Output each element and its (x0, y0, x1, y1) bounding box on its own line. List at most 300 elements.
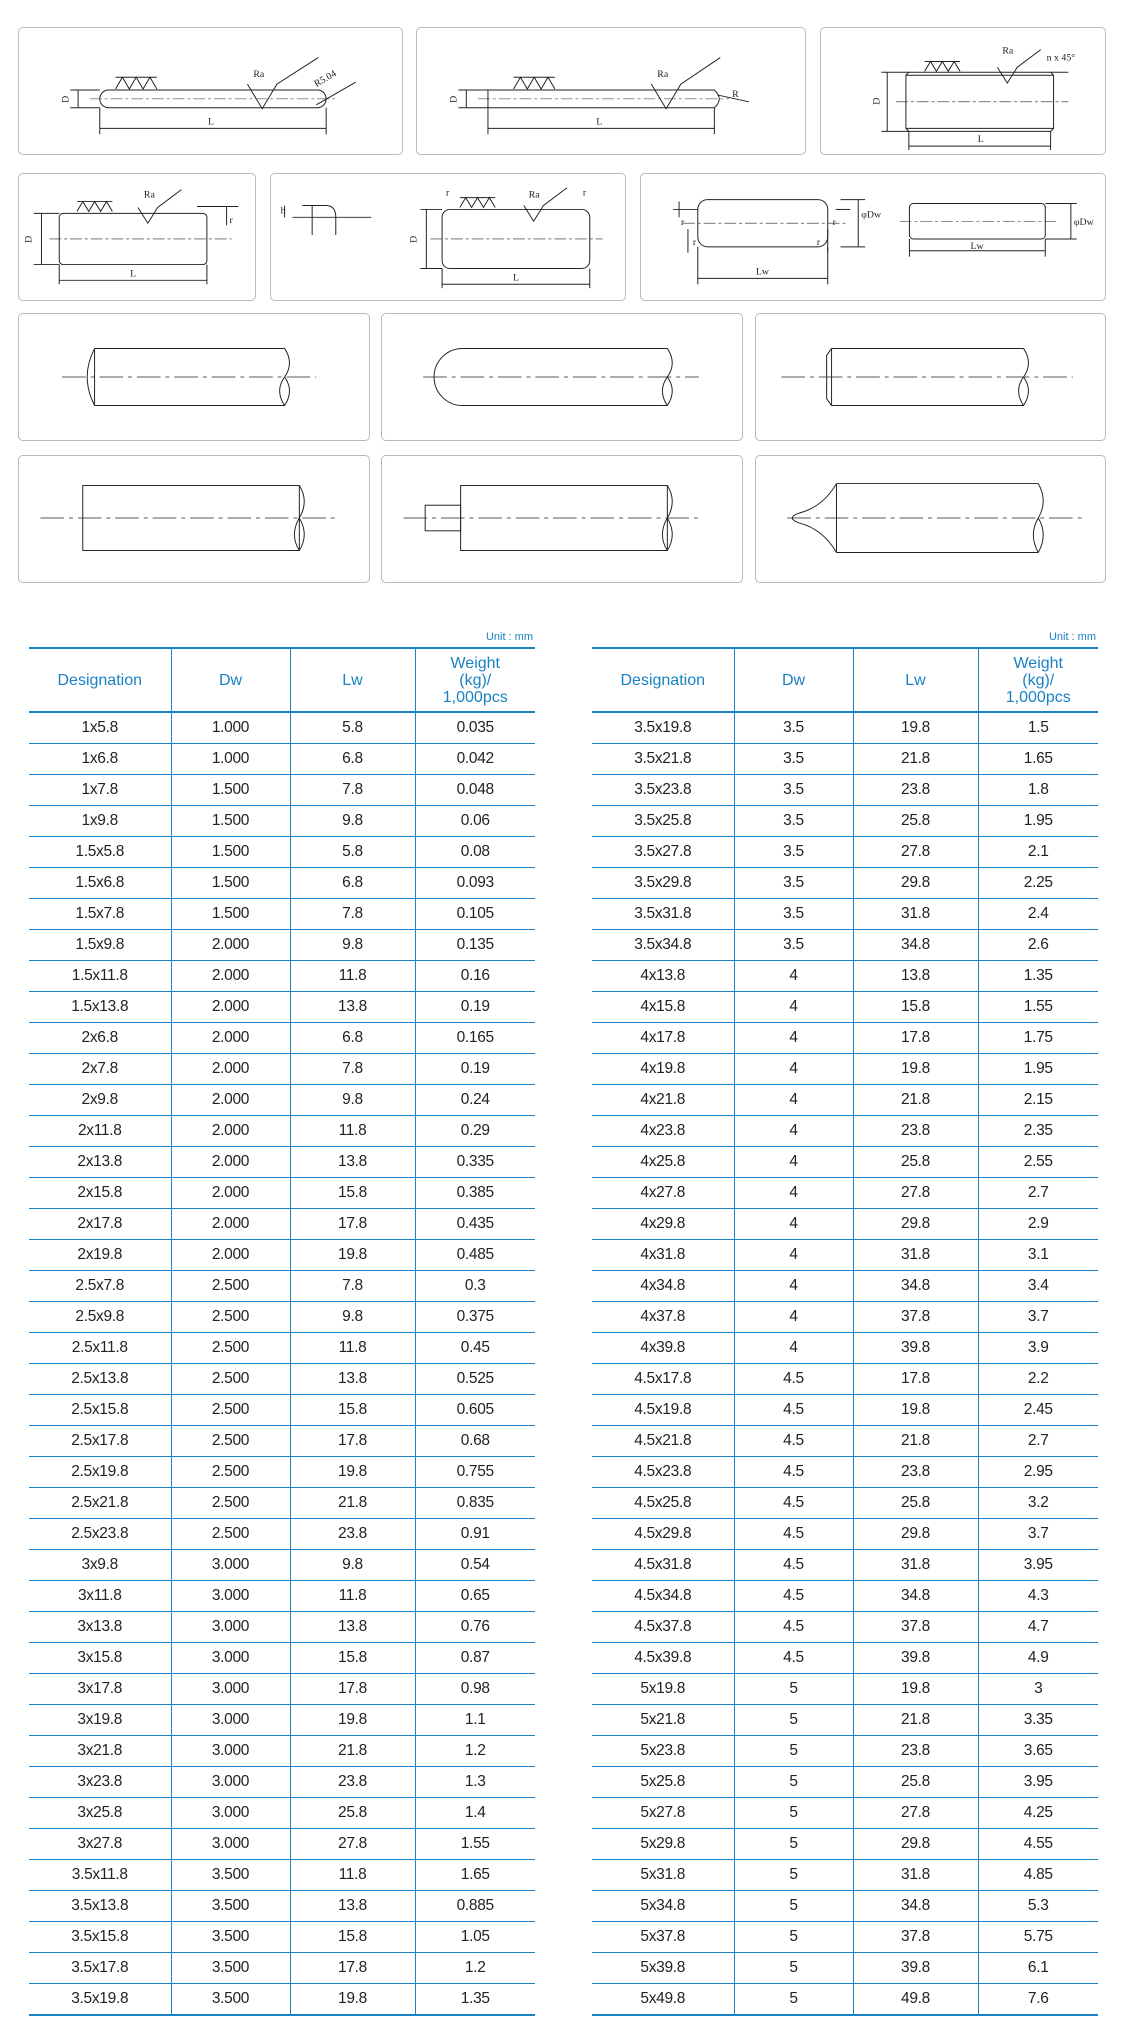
table-header (592, 648, 1098, 712)
table-row (29, 1736, 535, 1767)
cell-lw: 21.8 (853, 744, 978, 775)
cell-designation: 2.5x19.8 (71, 1463, 129, 1480)
cell-weight: 4.9 (978, 1643, 1098, 1674)
cell-lw: 9.8 (290, 806, 415, 837)
cell-lw: 13.8 (290, 992, 415, 1023)
cell-dw: 3.5 (734, 868, 853, 899)
cell-weight: 0.24 (415, 1085, 535, 1116)
cell-designation: 3x11.8 (77, 1587, 122, 1604)
r-label: r (582, 187, 587, 199)
cell-dw: 2.000 (171, 1240, 290, 1271)
cell-weight: 1.4 (415, 1798, 535, 1829)
table-row (592, 1798, 1098, 1829)
cell-dw: 3.500 (171, 1891, 290, 1922)
cell-weight: 0.755 (415, 1457, 535, 1488)
cell-dw: 4.5 (734, 1426, 853, 1457)
cell-designation: 2x15.8 (77, 1184, 123, 1201)
cell-dw: 4 (734, 1333, 853, 1364)
cell-dw: 2.000 (171, 961, 290, 992)
cell-designation: 1.5x13.8 (71, 998, 129, 1015)
table-row (592, 806, 1098, 837)
cell-dw: 2.000 (171, 1147, 290, 1178)
cell-dw: 2.500 (171, 1302, 290, 1333)
r-label: r (832, 217, 836, 229)
cell-designation: 5x49.8 (640, 1990, 686, 2007)
cell-designation: 3.5x19.8 (634, 719, 692, 736)
table-row (592, 1178, 1098, 1209)
cell-weight: 2.1 (978, 837, 1098, 868)
col-designation: Designation (620, 671, 705, 689)
cell-dw: 2.500 (171, 1271, 290, 1302)
table-body (29, 712, 535, 2015)
cell-dw: 4 (734, 1147, 853, 1178)
cell-designation: 3.5x17.8 (71, 1959, 129, 1976)
cell-lw: 7.8 (290, 1271, 415, 1302)
table-row (29, 1426, 535, 1457)
cell-dw: 2.500 (171, 1426, 290, 1457)
cell-designation: 3x17.8 (77, 1680, 123, 1697)
cell-designation: 2x7.8 (81, 1060, 118, 1077)
cell-weight: 2.2 (978, 1364, 1098, 1395)
table-row (29, 992, 535, 1023)
cell-weight: 4.7 (978, 1612, 1098, 1643)
col-designation: Designation (57, 671, 142, 689)
cell-weight: 1.65 (978, 744, 1098, 775)
cell-lw: 23.8 (290, 1519, 415, 1550)
table-row (592, 992, 1098, 1023)
cell-designation: 2.5x17.8 (71, 1432, 129, 1449)
table-row (29, 1860, 535, 1891)
unit-label: Unit : mm (485, 631, 533, 643)
cell-dw: 2.500 (171, 1395, 290, 1426)
cell-lw: 27.8 (853, 1798, 978, 1829)
table-row (592, 961, 1098, 992)
cell-weight: 0.29 (415, 1116, 535, 1147)
cell-designation: 1x9.8 (81, 812, 118, 829)
cell-lw: 37.8 (853, 1612, 978, 1643)
cell-designation: 4.5x31.8 (634, 1556, 692, 1573)
cell-dw: 3.5 (734, 837, 853, 868)
cell-designation: 4.5x19.8 (634, 1401, 692, 1418)
cell-designation: 1.5x9.8 (75, 936, 125, 953)
cell-lw: 25.8 (290, 1798, 415, 1829)
cell-designation: 3.5x34.8 (634, 936, 692, 953)
cell-designation: 2x13.8 (77, 1153, 123, 1170)
cell-weight: 2.95 (978, 1457, 1098, 1488)
cell-lw: 19.8 (290, 1457, 415, 1488)
diagram-pin-rounded-ends (18, 27, 403, 155)
cell-dw: 5 (734, 1736, 853, 1767)
cell-weight: 0.525 (415, 1364, 535, 1395)
diagram-pin-spherical-end (18, 313, 370, 441)
cell-lw: 7.8 (290, 1054, 415, 1085)
cell-designation: 4x23.8 (640, 1122, 686, 1139)
cell-lw: 13.8 (290, 1147, 415, 1178)
cell-lw: 37.8 (853, 1922, 978, 1953)
ra-label: Ra (657, 69, 669, 81)
chamfer-label: n x 45° (1046, 52, 1076, 64)
cell-lw: 21.8 (853, 1085, 978, 1116)
cell-weight: 3.65 (978, 1736, 1098, 1767)
cell-lw: 19.8 (853, 1674, 978, 1705)
cell-designation: 4x25.8 (640, 1153, 686, 1170)
diagram-roller-dimensions (640, 173, 1106, 301)
radius-label: R5.04 (312, 68, 339, 90)
cell-designation: 1x5.8 (81, 719, 118, 736)
cell-weight: 6.1 (978, 1953, 1098, 1984)
cell-dw: 4 (734, 1085, 853, 1116)
cell-designation: 1x6.8 (81, 750, 118, 767)
cell-lw: 34.8 (853, 930, 978, 961)
cell-designation: 4x29.8 (640, 1215, 686, 1232)
cell-dw: 2.500 (171, 1333, 290, 1364)
h-label: h (280, 205, 286, 217)
cell-lw: 17.8 (853, 1023, 978, 1054)
cell-designation: 2x19.8 (77, 1246, 123, 1263)
cell-weight: 3.35 (978, 1705, 1098, 1736)
cell-weight: 0.54 (415, 1550, 535, 1581)
table-row (592, 1426, 1098, 1457)
cell-dw: 3.500 (171, 1860, 290, 1891)
cell-dw: 2.000 (171, 992, 290, 1023)
cell-weight: 2.7 (978, 1178, 1098, 1209)
col-dw: Dw (171, 648, 290, 712)
cell-dw: 4.5 (734, 1488, 853, 1519)
cell-weight: 1.2 (415, 1953, 535, 1984)
table-row (592, 1302, 1098, 1333)
cell-lw: 19.8 (853, 1395, 978, 1426)
cell-lw: 13.8 (290, 1612, 415, 1643)
table-row (592, 1891, 1098, 1922)
cell-dw: 3.500 (171, 1922, 290, 1953)
table-row (29, 1519, 535, 1550)
d-label: D (448, 95, 460, 103)
table-row (29, 775, 535, 806)
cell-weight: 3.95 (978, 1767, 1098, 1798)
cell-weight: 1.95 (978, 1054, 1098, 1085)
table-row (29, 1550, 535, 1581)
cell-dw: 3.000 (171, 1581, 290, 1612)
l-label: L (130, 268, 137, 280)
cell-dw: 2.000 (171, 1054, 290, 1085)
table-row (592, 1271, 1098, 1302)
cell-weight: 0.605 (415, 1395, 535, 1426)
cell-dw: 4.5 (734, 1550, 853, 1581)
table-row (592, 1860, 1098, 1891)
cell-designation: 3.5x23.8 (634, 781, 692, 798)
cell-weight: 1.3 (415, 1767, 535, 1798)
cell-weight: 0.048 (415, 775, 535, 806)
cell-designation: 3x25.8 (77, 1804, 123, 1821)
cell-lw: 27.8 (853, 837, 978, 868)
cell-dw: 4 (734, 992, 853, 1023)
r-label: r (692, 236, 697, 248)
table-row (592, 1333, 1098, 1364)
d-label: D (871, 97, 883, 105)
table-row (592, 899, 1098, 930)
cell-designation: 4x37.8 (640, 1308, 686, 1325)
table-row (592, 1085, 1098, 1116)
cell-designation: 4.5x34.8 (634, 1587, 692, 1604)
table-row (29, 744, 535, 775)
cell-weight: 0.91 (415, 1519, 535, 1550)
cell-lw: 19.8 (853, 1054, 978, 1085)
cell-designation: 3x15.8 (77, 1649, 123, 1666)
table-row (29, 1054, 535, 1085)
cell-weight: 3 (978, 1674, 1098, 1705)
cell-weight: 0.093 (415, 868, 535, 899)
cell-lw: 31.8 (853, 899, 978, 930)
r-label: r (816, 236, 821, 248)
cell-designation: 3.5x25.8 (634, 812, 692, 829)
cell-weight: 0.042 (415, 744, 535, 775)
cell-dw: 4.5 (734, 1581, 853, 1612)
cell-dw: 1.000 (171, 712, 290, 744)
cell-designation: 2.5x13.8 (71, 1370, 129, 1387)
table-row (592, 744, 1098, 775)
cell-lw: 49.8 (853, 1984, 978, 2016)
cell-weight: 0.06 (415, 806, 535, 837)
cell-weight: 0.76 (415, 1612, 535, 1643)
cell-lw: 19.8 (290, 1705, 415, 1736)
cell-lw: 23.8 (853, 1736, 978, 1767)
cell-dw: 4.5 (734, 1519, 853, 1550)
table-row (29, 1240, 535, 1271)
cell-designation: 1x7.8 (81, 781, 118, 798)
cell-dw: 5 (734, 1984, 853, 2016)
cell-dw: 3.000 (171, 1674, 290, 1705)
cell-weight: 2.25 (978, 868, 1098, 899)
cell-dw: 5 (734, 1922, 853, 1953)
diagram-pin-chamfer (820, 27, 1106, 155)
cell-lw: 11.8 (290, 1116, 415, 1147)
phi-dw-label: φDw (1073, 217, 1094, 229)
cell-lw: 23.8 (853, 1116, 978, 1147)
cell-lw: 5.8 (290, 712, 415, 744)
cell-designation: 3.5x11.8 (71, 1866, 128, 1883)
cell-weight: 1.5 (978, 712, 1098, 744)
cell-weight: 2.9 (978, 1209, 1098, 1240)
cell-weight: 2.7 (978, 1426, 1098, 1457)
cell-lw: 34.8 (853, 1891, 978, 1922)
table-row (592, 1767, 1098, 1798)
table-row (29, 1953, 535, 1984)
cell-weight: 1.35 (415, 1984, 535, 2016)
cell-dw: 1.500 (171, 806, 290, 837)
cell-designation: 4x21.8 (640, 1091, 686, 1108)
cell-weight: 4.85 (978, 1860, 1098, 1891)
cell-dw: 2.500 (171, 1364, 290, 1395)
cell-weight: 1.2 (415, 1736, 535, 1767)
table-row (592, 1209, 1098, 1240)
ra-label: Ra (528, 189, 540, 201)
cell-lw: 11.8 (290, 1581, 415, 1612)
cell-weight: 0.68 (415, 1426, 535, 1457)
cell-weight: 3.7 (978, 1302, 1098, 1333)
cell-dw: 3.5 (734, 775, 853, 806)
l-label: L (512, 272, 519, 284)
cell-designation: 4x13.8 (640, 967, 686, 984)
cell-lw: 25.8 (853, 806, 978, 837)
cell-dw: 2.500 (171, 1519, 290, 1550)
d-label: D (23, 235, 35, 243)
cell-weight: 1.8 (978, 775, 1098, 806)
cell-dw: 3.5 (734, 899, 853, 930)
cell-dw: 3.000 (171, 1767, 290, 1798)
cell-dw: 3.000 (171, 1829, 290, 1860)
cell-lw: 37.8 (853, 1302, 978, 1333)
cell-designation: 5x29.8 (640, 1835, 686, 1852)
cell-weight: 4.25 (978, 1798, 1098, 1829)
cell-designation: 3.5x19.8 (71, 1990, 129, 2007)
cell-lw: 15.8 (290, 1643, 415, 1674)
table-row (592, 1829, 1098, 1860)
diagram-pin-chamfered-end (755, 313, 1106, 441)
table-row (29, 1767, 535, 1798)
cell-dw: 2.500 (171, 1488, 290, 1519)
cell-designation: 2.5x15.8 (71, 1401, 129, 1418)
cell-lw: 27.8 (290, 1829, 415, 1860)
cell-lw: 21.8 (290, 1736, 415, 1767)
cell-weight: 3.4 (978, 1271, 1098, 1302)
cell-dw: 3.500 (171, 1953, 290, 1984)
col-weight: Weight (kg)/ 1,000pcs (415, 648, 535, 712)
cell-lw: 11.8 (290, 1333, 415, 1364)
cell-lw: 7.8 (290, 899, 415, 930)
cell-dw: 4 (734, 1271, 853, 1302)
cell-lw: 17.8 (290, 1674, 415, 1705)
cell-lw: 9.8 (290, 1550, 415, 1581)
col-weight: Weight (kg)/ 1,000pcs (978, 648, 1098, 712)
cell-lw: 15.8 (290, 1178, 415, 1209)
cell-designation: 3x9.8 (81, 1556, 118, 1573)
cell-lw: 39.8 (853, 1333, 978, 1364)
diagram-pin-domed-end (381, 313, 743, 441)
cell-designation: 3.5x31.8 (634, 905, 692, 922)
diagram-pin-radius-end (416, 27, 806, 155)
table-row (592, 712, 1098, 744)
cell-weight: 1.05 (415, 1922, 535, 1953)
cell-lw: 23.8 (853, 775, 978, 806)
cell-weight: 2.55 (978, 1147, 1098, 1178)
cell-designation: 4.5x17.8 (634, 1370, 692, 1387)
cell-lw: 31.8 (853, 1550, 978, 1581)
cell-weight: 0.08 (415, 837, 535, 868)
cell-weight: 3.7 (978, 1519, 1098, 1550)
cell-weight: 0.19 (415, 992, 535, 1023)
table-row (29, 961, 535, 992)
cell-dw: 4 (734, 961, 853, 992)
cell-dw: 4 (734, 1240, 853, 1271)
table-row (29, 1457, 535, 1488)
cell-dw: 2.000 (171, 1023, 290, 1054)
table-row (592, 1674, 1098, 1705)
cell-dw: 5 (734, 1891, 853, 1922)
cell-lw: 6.8 (290, 868, 415, 899)
cell-dw: 1.500 (171, 868, 290, 899)
cell-weight: 2.35 (978, 1116, 1098, 1147)
cell-lw: 34.8 (853, 1271, 978, 1302)
table-row (29, 1209, 535, 1240)
cell-lw: 7.8 (290, 775, 415, 806)
cell-dw: 5 (734, 1860, 853, 1891)
lw-label: Lw (755, 266, 769, 278)
table-row (592, 1488, 1098, 1519)
cell-dw: 4 (734, 1302, 853, 1333)
cell-designation: 1.5x7.8 (75, 905, 125, 922)
r-label: r (681, 217, 685, 229)
cell-lw: 17.8 (290, 1209, 415, 1240)
cell-weight: 0.98 (415, 1674, 535, 1705)
cell-dw: 2.000 (171, 1085, 290, 1116)
table-row (592, 1054, 1098, 1085)
cell-lw: 19.8 (290, 1240, 415, 1271)
cell-designation: 3x19.8 (77, 1711, 123, 1728)
cell-designation: 5x23.8 (640, 1742, 686, 1759)
cell-designation: 4.5x37.8 (634, 1618, 692, 1635)
cell-weight: 4.55 (978, 1829, 1098, 1860)
cell-lw: 5.8 (290, 837, 415, 868)
cell-lw: 21.8 (853, 1426, 978, 1457)
table-row (29, 1984, 535, 2016)
cell-designation: 2.5x11.8 (71, 1339, 128, 1356)
table-row (592, 775, 1098, 806)
cell-designation: 5x21.8 (640, 1711, 686, 1728)
table-row (29, 930, 535, 961)
d-label: D (408, 235, 420, 243)
cell-weight: 0.3 (415, 1271, 535, 1302)
table-row (592, 1581, 1098, 1612)
cell-weight: 0.035 (415, 712, 535, 744)
diagram-pin-flat-end (18, 455, 370, 583)
spec-table-right (592, 627, 1098, 2016)
lw-label: Lw (970, 240, 984, 252)
cell-designation: 4x31.8 (640, 1246, 686, 1263)
cell-lw: 19.8 (853, 712, 978, 744)
table-row (29, 1271, 535, 1302)
cell-lw: 31.8 (853, 1240, 978, 1271)
cell-lw: 31.8 (853, 1860, 978, 1891)
cell-dw: 3.5 (734, 744, 853, 775)
cell-weight: 2.45 (978, 1395, 1098, 1426)
table-row (592, 1705, 1098, 1736)
cell-lw: 25.8 (853, 1767, 978, 1798)
table-row (29, 837, 535, 868)
cell-weight: 1.65 (415, 1860, 535, 1891)
cell-designation: 4.5x29.8 (634, 1525, 692, 1542)
table-row (592, 1953, 1098, 1984)
cell-weight: 5.3 (978, 1891, 1098, 1922)
table-row (29, 1395, 535, 1426)
cell-designation: 4x39.8 (640, 1339, 686, 1356)
cell-lw: 9.8 (290, 1085, 415, 1116)
cell-designation: 4x27.8 (640, 1184, 686, 1201)
cell-lw: 17.8 (290, 1426, 415, 1457)
table-row (29, 1147, 535, 1178)
cell-dw: 2.000 (171, 1116, 290, 1147)
cell-weight: 1.55 (415, 1829, 535, 1860)
cell-dw: 4.5 (734, 1643, 853, 1674)
cell-weight: 1.35 (978, 961, 1098, 992)
diagram-pin-conical-end (755, 455, 1106, 583)
table-row (29, 1612, 535, 1643)
cell-designation: 5x25.8 (640, 1773, 686, 1790)
cell-designation: 2x9.8 (81, 1091, 118, 1108)
cell-lw: 11.8 (290, 961, 415, 992)
table-row (29, 1333, 535, 1364)
cell-designation: 5x19.8 (640, 1680, 686, 1697)
cell-dw: 3.500 (171, 1984, 290, 2016)
